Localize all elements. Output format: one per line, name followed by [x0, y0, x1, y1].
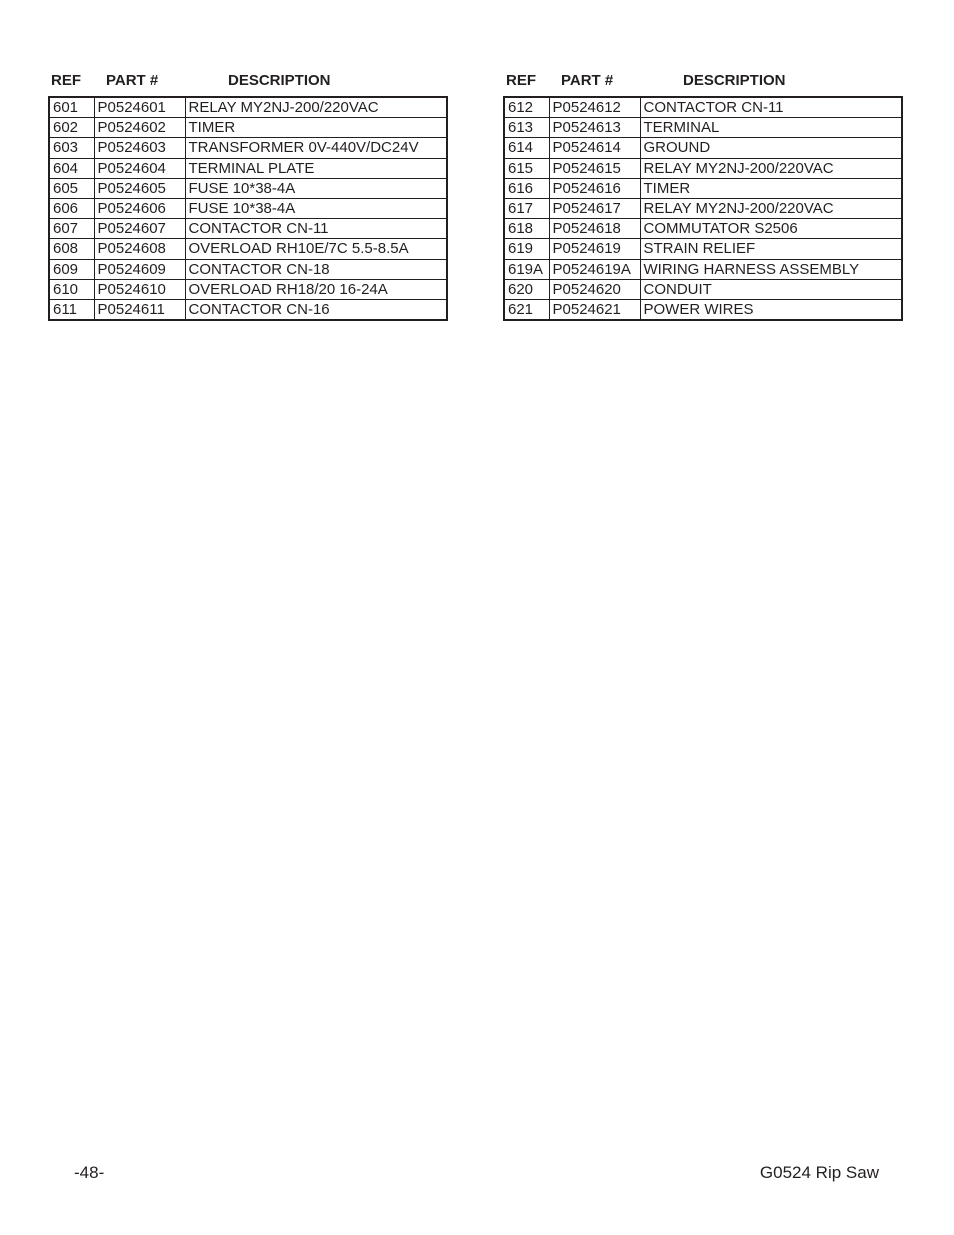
- ref-cell: 621: [504, 299, 549, 320]
- table-row: [49, 219, 447, 239]
- table-row: [49, 178, 447, 198]
- table-row: [504, 219, 902, 239]
- page-number: -48-: [74, 1163, 105, 1182]
- part-cell: P0524614: [549, 138, 640, 158]
- description-cell: TRANSFORMER 0V-440V/DC24V: [185, 138, 447, 158]
- part-cell: P0524616: [549, 178, 640, 198]
- part-cell: P0524619: [549, 239, 640, 259]
- table-row: [49, 239, 447, 259]
- header-part: PART #: [106, 72, 159, 89]
- part-cell: P0524606: [94, 198, 185, 218]
- part-cell: P0524608: [94, 239, 185, 259]
- part-cell: P0524604: [94, 158, 185, 178]
- table-row: [504, 158, 902, 178]
- part-cell: P0524620: [549, 279, 640, 299]
- part-cell: P0524612: [549, 97, 640, 118]
- ref-cell: 610: [49, 279, 94, 299]
- part-cell: P0524613: [549, 118, 640, 138]
- description-cell: COMMUTATOR S2506: [640, 219, 902, 239]
- column-headers: [48, 72, 446, 90]
- part-cell: P0524602: [94, 118, 185, 138]
- description-cell: GROUND: [640, 138, 902, 158]
- description-cell: CONTACTOR CN-11: [640, 97, 902, 118]
- description-cell: POWER WIRES: [640, 299, 902, 320]
- ref-cell: 611: [49, 299, 94, 320]
- ref-cell: 619A: [504, 259, 549, 279]
- description-cell: FUSE 10*38-4A: [185, 198, 447, 218]
- description-cell: CONDUIT: [640, 279, 902, 299]
- ref-cell: 608: [49, 239, 94, 259]
- description-cell: CONTACTOR CN-16: [185, 299, 447, 320]
- table-row: [49, 97, 447, 118]
- table-row: [49, 138, 447, 158]
- part-cell: P0524615: [549, 158, 640, 178]
- table-row: [504, 118, 902, 138]
- part-cell: P0524605: [94, 178, 185, 198]
- table-row: [504, 259, 902, 279]
- description-cell: OVERLOAD RH18/20 16-24A: [185, 279, 447, 299]
- table-row: [504, 198, 902, 218]
- table-row: [504, 138, 902, 158]
- part-cell: P0524621: [549, 299, 640, 320]
- table-row: [504, 178, 902, 198]
- part-cell: P0524611: [94, 299, 185, 320]
- table-row: [504, 239, 902, 259]
- description-cell: CONTACTOR CN-18: [185, 259, 447, 279]
- ref-cell: 617: [504, 198, 549, 218]
- description-cell: FUSE 10*38-4A: [185, 178, 447, 198]
- description-cell: CONTACTOR CN-11: [185, 219, 447, 239]
- table-row: [49, 158, 447, 178]
- part-cell: P0524607: [94, 219, 185, 239]
- table-row: [49, 198, 447, 218]
- ref-cell: 606: [49, 198, 94, 218]
- description-cell: TIMER: [185, 118, 447, 138]
- part-cell: P0524603: [94, 138, 185, 158]
- description-cell: RELAY MY2NJ-200/220VAC: [640, 158, 902, 178]
- ref-cell: 605: [49, 178, 94, 198]
- description-cell: STRAIN RELIEF: [640, 239, 902, 259]
- ref-cell: 603: [49, 138, 94, 158]
- table-row: [504, 279, 902, 299]
- description-cell: RELAY MY2NJ-200/220VAC: [185, 97, 447, 118]
- header-ref: REF: [506, 72, 536, 89]
- ref-cell: 619: [504, 239, 549, 259]
- table-row: [504, 97, 902, 118]
- description-cell: WIRING HARNESS ASSEMBLY: [640, 259, 902, 279]
- column-headers: [503, 72, 901, 90]
- description-cell: TIMER: [640, 178, 902, 198]
- header-ref: REF: [51, 72, 81, 89]
- parts-table-left: [48, 96, 448, 321]
- parts-list-right: [503, 72, 901, 321]
- description-cell: RELAY MY2NJ-200/220VAC: [640, 198, 902, 218]
- ref-cell: 609: [49, 259, 94, 279]
- parts-list-left: [48, 72, 446, 321]
- table-row: [504, 299, 902, 320]
- ref-cell: 615: [504, 158, 549, 178]
- ref-cell: 607: [49, 219, 94, 239]
- part-cell: P0524619A: [549, 259, 640, 279]
- description-cell: OVERLOAD RH10E/7C 5.5-8.5A: [185, 239, 447, 259]
- header-description: DESCRIPTION: [683, 72, 786, 89]
- ref-cell: 601: [49, 97, 94, 118]
- manual-title: G0524 Rip Saw: [759, 1163, 879, 1182]
- ref-cell: 618: [504, 219, 549, 239]
- part-cell: P0524610: [94, 279, 185, 299]
- description-cell: TERMINAL: [640, 118, 902, 138]
- part-cell: P0524609: [94, 259, 185, 279]
- ref-cell: 612: [504, 97, 549, 118]
- ref-cell: 614: [504, 138, 549, 158]
- description-cell: TERMINAL PLATE: [185, 158, 447, 178]
- ref-cell: 620: [504, 279, 549, 299]
- part-cell: P0524601: [94, 97, 185, 118]
- table-row: [49, 259, 447, 279]
- table-row: [49, 299, 447, 320]
- ref-cell: 604: [49, 158, 94, 178]
- header-part: PART #: [561, 72, 614, 89]
- header-description: DESCRIPTION: [228, 72, 331, 89]
- ref-cell: 613: [504, 118, 549, 138]
- part-cell: P0524618: [549, 219, 640, 239]
- table-row: [49, 118, 447, 138]
- ref-cell: 602: [49, 118, 94, 138]
- ref-cell: 616: [504, 178, 549, 198]
- part-cell: P0524617: [549, 198, 640, 218]
- parts-table-right: [503, 96, 903, 321]
- table-row: [49, 279, 447, 299]
